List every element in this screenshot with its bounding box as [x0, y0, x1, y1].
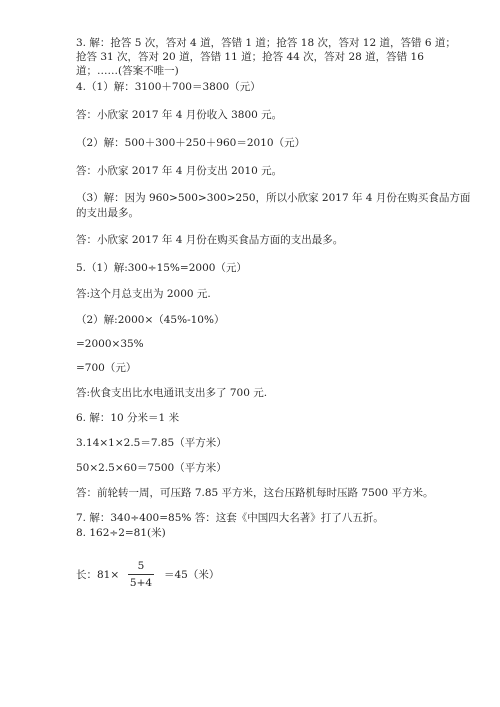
formula-suffix: ＝45（米） [164, 569, 220, 581]
fraction-denominator: 5+4 [129, 577, 153, 589]
formula-prefix: 长：81× [76, 569, 120, 581]
q4-part2: （2）解：500＋300＋250＋960＝2010（元） [76, 137, 306, 149]
q4-answer2: 答：小欣家 2017 年 4 月份支出 2010 元。 [76, 165, 283, 177]
fraction-bar [128, 574, 154, 575]
q5-part1: 5.（1）解:300÷15%=2000（元） [76, 262, 247, 274]
q3-line3: 道；……(答案不唯一) [76, 65, 179, 77]
q3-line1: 3. 解：抢答 5 次，答对 4 道，答错 1 道；抢答 18 次，答对 12 道，答错 6 道； [76, 37, 456, 49]
q4-answer1: 答：小欣家 2017 年 4 月份收入 3800 元。 [76, 109, 283, 121]
q8-line: 8. 162÷2=81(米) [76, 527, 166, 539]
fraction-numerator: 5 [137, 560, 145, 572]
q4-part3-line2: 的支出最多。 [76, 207, 139, 219]
q6-answer: 答：前轮转一周，可压路 7.85 平方米，这台压路机每时压路 7500 平方米。 [76, 487, 434, 499]
q7-line: 7. 解：340÷400=85% 答：这套《中国四大名著》打了八五折。 [76, 512, 384, 524]
q5-part2: （2）解:2000×（45%-10%） [76, 314, 225, 326]
q4-part3-line1: （3）解：因为 960>500>300>250，所以小欣家 2017 年 4 月份在购买食品方面 [76, 192, 471, 204]
q4-answer3: 答：小欣家 2017 年 4 月份在购买食品方面的支出最多。 [76, 234, 344, 246]
q5-step1: =2000×35% [76, 338, 144, 350]
q6-line1: 6. 解：10 分米＝1 米 [76, 412, 180, 424]
q4-part1: 4.（1）解：3100＋700＝3800（元） [76, 81, 261, 93]
q5-answer1: 答:这个月总支出为 2000 元. [76, 288, 211, 300]
q6-line3: 50×2.5×60＝7500（平方米） [76, 462, 227, 474]
q5-step2: =700（元） [76, 362, 137, 374]
q5-answer2: 答:伙食支出比水电通讯支出多了 700 元. [76, 387, 268, 399]
q6-line2: 3.14×1×2.5＝7.85（平方米） [76, 437, 227, 449]
q3-line2: 抢答 31 次，答对 20 道，答错 11 道；抢答 44 次，答对 28 道，答错 16 [76, 51, 424, 63]
